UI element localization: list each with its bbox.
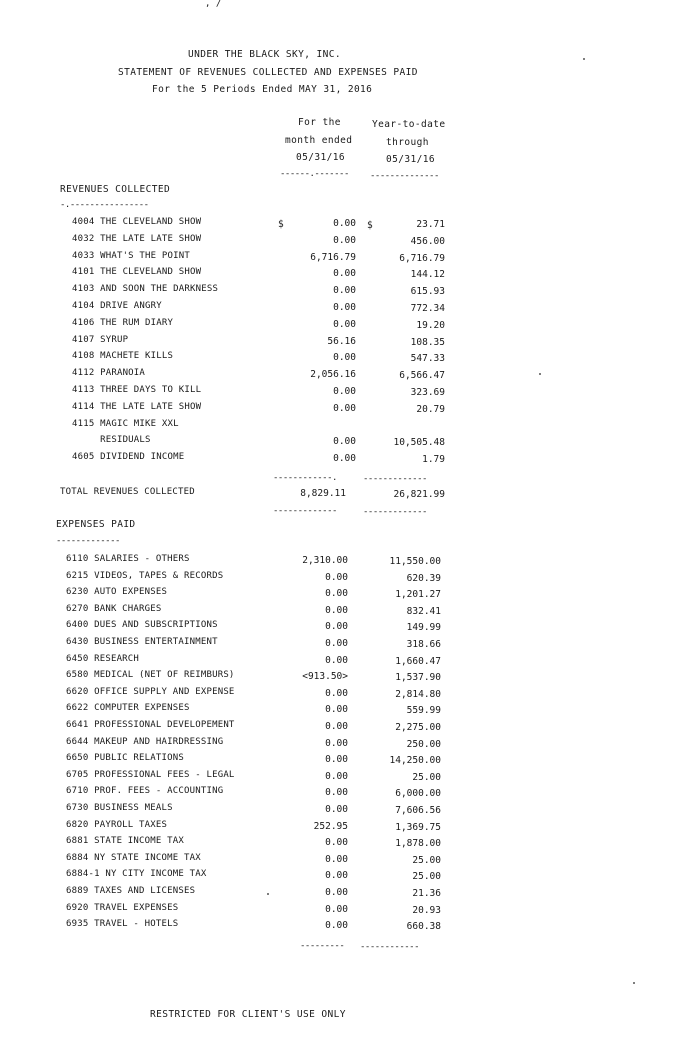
revenues-row-month-amount: 0.00 <box>333 234 356 246</box>
expenses-row-label: 6650 PUBLIC RELATIONS <box>66 753 184 764</box>
expenses-row-ytd-amount: 1,660.47 <box>395 655 441 667</box>
expenses-row-ytd-amount: 832.41 <box>406 605 441 617</box>
scan-speck <box>267 893 269 895</box>
expenses-row-label: 6730 BUSINESS MEALS <box>66 803 173 813</box>
expenses-row-ytd-amount: 25.00 <box>412 771 441 783</box>
revenues-row-label: 4104 DRIVE ANGRY <box>72 301 162 311</box>
revenues-row-month-amount: 0.00 <box>333 218 356 229</box>
revenues-row-label: RESIDUALS <box>72 435 151 446</box>
expenses-row-ytd-amount: 20.93 <box>412 904 441 916</box>
revenues-row-month-amount: 0.00 <box>333 268 356 280</box>
expenses-row-ytd-amount: 1,369.75 <box>395 821 441 833</box>
expenses-row-label: 6920 TRAVEL EXPENSES <box>66 902 179 913</box>
expenses-row-ytd-amount: 1,878.00 <box>395 838 441 850</box>
revenues-row-label: 4032 THE LATE LATE SHOW <box>72 233 202 244</box>
dollar-sign-month: $ <box>278 219 284 230</box>
expenses-row-label: 6644 MAKEUP AND HAIRDRESSING <box>66 736 224 747</box>
expenses-row-month-amount: 2,310.00 <box>302 555 348 566</box>
expenses-row-label: 6622 COMPUTER EXPENSES <box>66 703 190 714</box>
total-revenues-ytd: 26,821.99 <box>393 489 445 500</box>
expenses-row-month-amount: 0.00 <box>325 787 348 799</box>
expenses-row-label: 6820 PAYROLL TAXES <box>66 819 168 830</box>
total-rule-ytd: ------------- <box>363 507 427 517</box>
expenses-row-month-amount: 252.95 <box>313 820 348 832</box>
expenses-row-month-amount: 0.00 <box>325 920 348 932</box>
revenues-row-ytd-amount: 6,716.79 <box>399 252 445 264</box>
revenues-row-ytd-amount: 19.20 <box>416 319 445 331</box>
expenses-row-label: 6884-1 NY CITY INCOME TAX <box>66 869 207 880</box>
expenses-row-ytd-amount: 11,550.00 <box>389 556 441 567</box>
col-ytd-header-line1: Year-to-date <box>372 119 446 130</box>
revenues-row-month-amount: 6,716.79 <box>310 251 356 263</box>
expenses-row-ytd-amount: 250.00 <box>406 738 441 750</box>
expenses-row-label: 6110 SALARIES - OTHERS <box>66 554 190 564</box>
revenues-row-ytd-amount: 20.79 <box>416 403 445 415</box>
revenues-row-label: 4112 PARANOIA <box>72 368 146 379</box>
expenses-row-month-amount: 0.00 <box>325 870 348 882</box>
expenses-row-month-amount: 0.00 <box>325 804 348 815</box>
revenues-row-ytd-amount: 10,505.48 <box>393 437 445 449</box>
expenses-row-month-amount: 0.00 <box>325 770 348 782</box>
revenues-heading-rule: -.---------------- <box>60 200 149 210</box>
expenses-row-month-amount: 0.00 <box>325 704 348 716</box>
expenses-row-month-amount: 0.00 <box>325 687 348 699</box>
expenses-row-label: 6710 PROF. FEES - ACCOUNTING <box>66 786 224 797</box>
total-revenues-label: TOTAL REVENUES COLLECTED <box>60 487 195 497</box>
expenses-bottom-rule-month: --------- <box>300 941 345 951</box>
statement-title: STATEMENT OF REVENUES COLLECTED AND EXPENSES PAID <box>118 67 418 78</box>
top-scan-mark: , / <box>205 0 222 9</box>
expenses-row-label: 6450 RESEARCH <box>66 653 140 664</box>
expenses-row-month-amount: <913.50> <box>302 671 348 683</box>
revenues-row-ytd-amount: 323.69 <box>410 387 445 398</box>
revenues-row-ytd-amount: 547.33 <box>410 353 445 365</box>
revenue-subtotal-rule-ytd: ------------- <box>363 474 427 484</box>
revenues-row-ytd-amount: 6,566.47 <box>399 370 445 382</box>
expenses-heading: EXPENSES PAID <box>56 519 136 530</box>
expenses-bottom-rule-ytd: ------------ <box>360 942 420 952</box>
revenues-row-month-amount: 56.16 <box>327 335 356 347</box>
expenses-row-ytd-amount: 2,275.00 <box>395 722 441 733</box>
revenues-row-label: 4114 THE LATE LATE SHOW <box>72 401 202 412</box>
expenses-row-label: 6230 AUTO EXPENSES <box>66 587 168 598</box>
expenses-row-ytd-amount: 149.99 <box>406 622 441 634</box>
revenues-row-ytd-amount: 615.93 <box>410 286 445 298</box>
revenues-row-ytd-amount: 144.12 <box>410 269 445 281</box>
revenues-row-month-amount: 0.00 <box>333 453 356 465</box>
revenues-row-ytd-amount: 456.00 <box>410 235 445 247</box>
expenses-row-ytd-amount: 1,201.27 <box>395 589 441 601</box>
expenses-row-label: 6400 DUES AND SUBSCRIPTIONS <box>66 620 218 631</box>
statement-period: For the 5 Periods Ended MAY 31, 2016 <box>152 84 373 95</box>
expenses-row-ytd-amount: 318.66 <box>406 639 441 650</box>
total-revenues-month: 8,829.11 <box>300 488 346 499</box>
company-name: UNDER THE BLACK SKY, INC. <box>188 49 341 60</box>
revenues-row-label: 4605 DIVIDEND INCOME <box>72 452 185 463</box>
expenses-row-ytd-amount: 7,606.56 <box>395 805 441 816</box>
expenses-row-label: 6889 TAXES AND LICENSES <box>66 886 196 896</box>
expenses-heading-rule: ------------- <box>56 536 120 546</box>
expenses-row-month-amount: 0.00 <box>325 588 348 600</box>
scan-speck <box>583 58 585 60</box>
revenues-row-month-amount: 0.00 <box>333 318 356 330</box>
expenses-row-ytd-amount: 25.00 <box>412 854 441 866</box>
col-ytd-header-line3: 05/31/16 <box>386 154 435 165</box>
revenues-row-month-amount: 0.00 <box>333 285 356 297</box>
expenses-row-label: 6935 TRAVEL - HOTELS <box>66 919 179 930</box>
revenues-row-label: 4113 THREE DAYS TO KILL <box>72 385 202 395</box>
expenses-row-label: 6641 PROFESSIONAL DEVELOPEMENT <box>66 720 235 730</box>
expenses-row-month-amount: 0.00 <box>325 837 348 849</box>
expenses-row-month-amount: 0.00 <box>325 903 348 915</box>
expenses-row-month-amount: 0.00 <box>325 887 348 898</box>
col-month-header-line2: month ended <box>285 135 353 146</box>
expenses-row-label: 6270 BANK CHARGES <box>66 603 162 614</box>
revenues-row-label: 4108 MACHETE KILLS <box>72 351 174 362</box>
expenses-row-label: 6215 VIDEOS, TAPES & RECORDS <box>66 570 224 581</box>
revenues-row-month-amount: 0.00 <box>333 302 356 313</box>
expenses-row-label: 6884 NY STATE INCOME TAX <box>66 852 201 863</box>
expenses-row-month-amount: 0.00 <box>325 754 348 766</box>
revenues-row-label: 4106 THE RUM DIARY <box>72 317 174 328</box>
col-month-rule: ------.------- <box>280 169 349 179</box>
revenues-row-ytd-amount: 23.71 <box>416 219 445 230</box>
revenues-row-ytd-amount: 108.35 <box>410 336 445 348</box>
revenues-row-label: 4107 SYRUP <box>72 334 129 345</box>
col-month-header-line1: For the <box>298 117 341 128</box>
expenses-row-label: 6881 STATE INCOME TAX <box>66 836 184 847</box>
expenses-row-ytd-amount: 620.39 <box>406 572 441 584</box>
revenues-row-month-amount: 0.00 <box>333 436 356 448</box>
expenses-row-ytd-amount: 14,250.00 <box>389 755 441 767</box>
revenues-row-ytd-amount: 1.79 <box>422 454 445 466</box>
revenues-row-month-amount: 0.00 <box>333 352 356 364</box>
footer-restriction: RESTRICTED FOR CLIENT'S USE ONLY <box>150 1009 346 1020</box>
expenses-row-label: 6705 PROFESSIONAL FEES - LEGAL <box>66 769 235 780</box>
expenses-row-ytd-amount: 2,814.80 <box>395 688 441 700</box>
expenses-row-month-amount: 0.00 <box>325 604 348 616</box>
dollar-sign-ytd: $ <box>367 220 373 231</box>
expenses-row-month-amount: 0.00 <box>325 737 348 749</box>
expenses-row-ytd-amount: 1,537.90 <box>395 672 441 684</box>
revenues-row-label: 4033 WHAT'S THE POINT <box>72 250 190 261</box>
expenses-row-ytd-amount: 25.00 <box>412 871 441 883</box>
revenues-row-ytd-amount: 772.34 <box>410 303 445 314</box>
expenses-row-month-amount: 0.00 <box>325 721 348 732</box>
expenses-row-ytd-amount: 21.36 <box>412 888 441 899</box>
expenses-row-label: 6430 BUSINESS ENTERTAINMENT <box>66 637 218 647</box>
revenues-row-label: 4004 THE CLEVELAND SHOW <box>72 217 202 227</box>
expenses-row-label: 6580 MEDICAL (NET OF REIMBURS) <box>66 670 235 681</box>
revenues-row-label: 4101 THE CLEVELAND SHOW <box>72 267 202 278</box>
revenues-heading: REVENUES COLLECTED <box>60 184 171 195</box>
scan-speck <box>633 982 635 984</box>
expenses-row-month-amount: 0.00 <box>325 571 348 583</box>
expenses-row-month-amount: 0.00 <box>325 638 348 649</box>
revenue-subtotal-rule-month: ------------. <box>273 473 337 483</box>
expenses-row-ytd-amount: 559.99 <box>406 705 441 717</box>
revenues-row-label: 4103 AND SOON THE DARKNESS <box>72 284 219 295</box>
expenses-row-ytd-amount: 6,000.00 <box>395 788 441 800</box>
revenues-row-label: 4115 MAGIC MIKE XXL <box>72 418 179 429</box>
total-rule-month: ------------- <box>273 506 337 516</box>
expenses-row-label: 6620 OFFICE SUPPLY AND EXPENSE <box>66 686 235 697</box>
scan-speck <box>539 373 541 375</box>
expenses-row-ytd-amount: 660.38 <box>406 921 441 933</box>
revenues-row-month-amount: 0.00 <box>333 402 356 414</box>
revenues-row-month-amount: 0.00 <box>333 386 356 397</box>
col-ytd-header-line2: through <box>386 137 429 148</box>
expenses-row-month-amount: 0.00 <box>325 654 348 666</box>
expenses-row-month-amount: 0.00 <box>325 621 348 633</box>
revenues-row-month-amount: 2,056.16 <box>310 369 356 381</box>
col-month-header-line3: 05/31/16 <box>296 152 345 163</box>
expenses-row-month-amount: 0.00 <box>325 853 348 865</box>
col-ytd-rule: -------------- <box>370 171 439 181</box>
